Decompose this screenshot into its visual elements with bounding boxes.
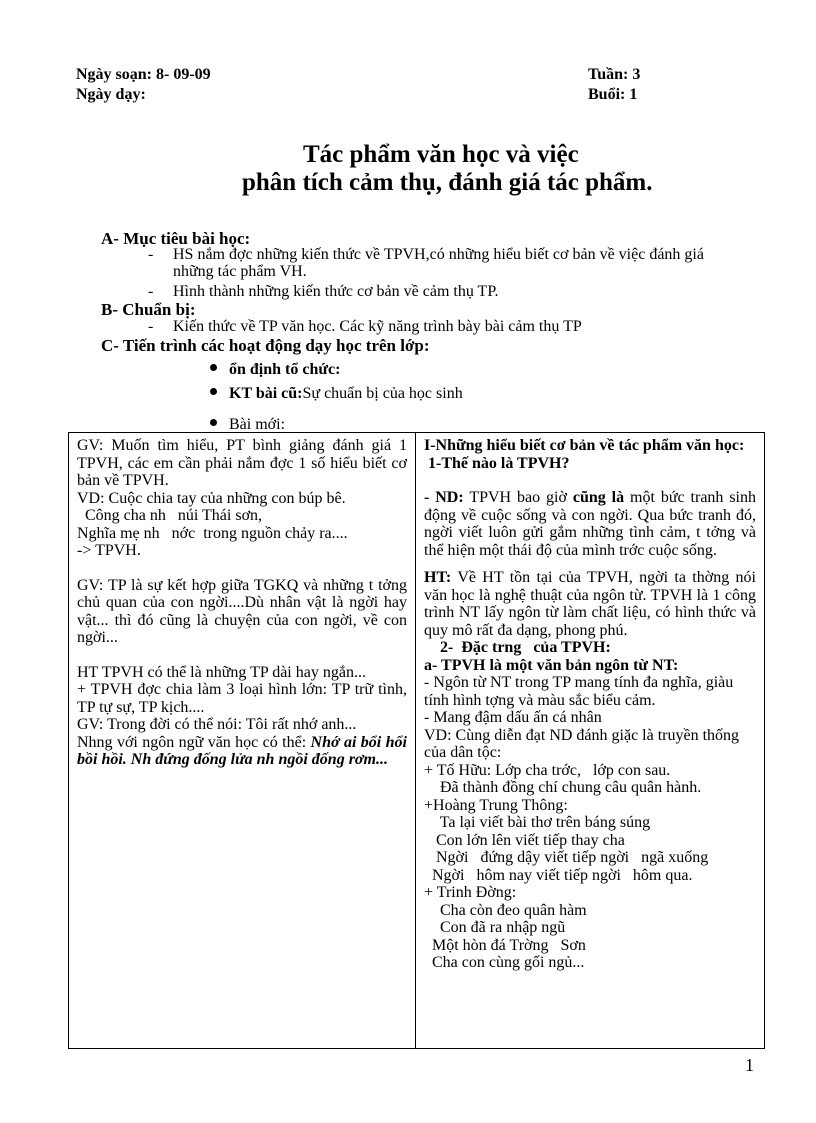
- left-paragraph: Công cha nh núi Thái sơn,: [77, 507, 263, 524]
- date-prepared: Ngày soạn: 8- 09-09: [76, 66, 211, 83]
- right-line: + Tố Hữu: Lớp cha trớc, lớp con sau.: [424, 761, 671, 779]
- section-b-item-text: Kiến thức về TP văn học. Các kỹ năng trình bày bài cảm thụ TP: [173, 318, 582, 335]
- right-paragraph-nd: - ND: TPVH bao giờ cũng là một bức tranh sinh động về cuộc sống và con ngời. Qua bức tranh đó, ngời viết luôn gửi gắm những tình cảm, t tởng và thể hiện một thái độ của mình trớc cuộc sống.: [424, 489, 756, 559]
- bullet-dot: [210, 364, 217, 371]
- bullet-dot: [210, 419, 217, 426]
- bullet-item-1: ổn định tổ chức:: [210, 361, 340, 379]
- left-paragraph: GV: Trong đời có thể nói: Tôi rất nhớ anh...: [77, 716, 357, 733]
- session-label: Buổi: 1: [588, 86, 638, 103]
- dash-bullet: -: [148, 318, 154, 335]
- date-taught: Ngày dạy:: [76, 86, 146, 103]
- title-line-1: Tác phẩm văn học và việc: [303, 141, 579, 168]
- page-number: 1: [745, 1055, 754, 1075]
- left-paragraph: -> TPVH.: [77, 542, 141, 559]
- bullet-dot: [210, 388, 217, 395]
- right-line: - Mang đậm dấu ấn cá nhân: [424, 709, 602, 726]
- section-c-heading: C- Tiến trình các hoạt động dạy học trên lớp:: [101, 336, 430, 355]
- left-paragraph-quote: Nhng với ngôn ngữ văn học có thể: Nhớ ai bổi hổi bồi hồi. Nh đứng đống lửa nh ngồi đống rơm...: [77, 733, 407, 768]
- right-line: - Ngôn từ NT trong TP mang tính đa nghĩa, giàu tính hình tợng và màu sắc biểu cảm.: [424, 674, 734, 709]
- section-b-heading: B- Chuẩn bị:: [101, 300, 196, 319]
- content-column: [416, 433, 765, 1049]
- right-line: Con đã ra nhập ngũ: [424, 919, 566, 936]
- left-paragraph: HT TPVH có thể là những TP dài hay ngắn...: [77, 663, 366, 681]
- left-paragraph: + TPVH đợc chia làm 3 loại hình lớn: TP trữ tình, TP tự sự, TP kịch....: [77, 681, 407, 716]
- right-line: VD: Cùng diễn đạt ND đánh giặc là truyền thống của dân tộc:: [424, 726, 740, 761]
- right-line: Cha con cùng gối ngủ...: [424, 954, 585, 971]
- dash-bullet: -: [148, 283, 154, 300]
- right-heading-2: 1-Thế nào là TPVH?: [424, 454, 570, 472]
- right-line: Ngời hôm nay viết tiếp ngời hôm qua.: [424, 866, 693, 884]
- left-paragraph: VD: Cuộc chia tay của những con búp bê.: [77, 489, 346, 507]
- section-a-item-text: HS nắm đợc những kiến thức về TPVH,có những hiểu biết cơ bản về việc đánh giá những tác phẩm VH.: [173, 246, 704, 280]
- right-line: Một hòn đá Trờng Sơn: [424, 936, 586, 954]
- teacher-activities-column: [69, 433, 416, 1049]
- right-line: Cha còn đeo quân hàm: [424, 901, 587, 919]
- right-line: Ngời đứng dậy viết tiếp ngời ngã xuống: [424, 849, 709, 866]
- lesson-table: [68, 432, 765, 1049]
- bullet-item-2: KT bài cũ:Sự chuẩn bị của học sinh: [210, 385, 463, 403]
- week-label: Tuần: 3: [588, 66, 641, 83]
- bullet-item-3: Bài mới:: [210, 416, 285, 434]
- right-line: +Hoàng Trung Thông:: [424, 796, 568, 814]
- left-paragraph: GV: Muốn tìm hiểu, PT bình giảng đánh giá 1 TPVH, các em cần phải nắm đợc 1 số hiểu biết cơ bản về TPVH.: [77, 437, 407, 489]
- section-a-item-text: Hình thành những kiến thức cơ bản về cảm thụ TP.: [173, 283, 499, 300]
- right-line: Đã thành đồng chí chung câu quân hành.: [424, 779, 702, 796]
- right-line: + Trinh Đờng:: [424, 884, 517, 901]
- section-a-heading: A- Mục tiêu bài học:: [101, 229, 251, 248]
- left-paragraph: GV: TP là sự kết hợp giữa TGKQ và những t tởng chủ quan của con ngời....Dù nhân vật là ngời hay vật... thì đó cũng là chuyện của con ngời, về con ngời...: [77, 576, 407, 646]
- right-heading-3: 2- Đặc trng của TPVH:: [424, 639, 611, 656]
- title-line-2: phân tích cảm thụ, đánh giá tác phẩm.: [242, 169, 653, 196]
- left-paragraph: Nghĩa mẹ nh nớc trong nguồn chảy ra....: [77, 524, 348, 542]
- right-line: Con lớn lên viết tiếp thay cha: [424, 831, 625, 849]
- right-heading-4: a- TPVH là một văn bản ngôn từ NT:: [424, 656, 679, 674]
- right-heading-1: I-Những hiểu biết cơ bản về tác phẩm văn học:: [424, 437, 745, 454]
- dash-bullet: -: [148, 246, 154, 263]
- right-line: Ta lại viết bài thơ trên báng súng: [424, 814, 651, 831]
- right-paragraph-ht: HT: Về HT tồn tại của TPVH, ngời ta thờng nói văn học là nghệ thuật của ngôn từ. TPVH là 1 công trình NT lấy ngôn từ làm chất liệu, có hình thức và quy mô rất đa dạng, phong phú.: [424, 569, 756, 639]
